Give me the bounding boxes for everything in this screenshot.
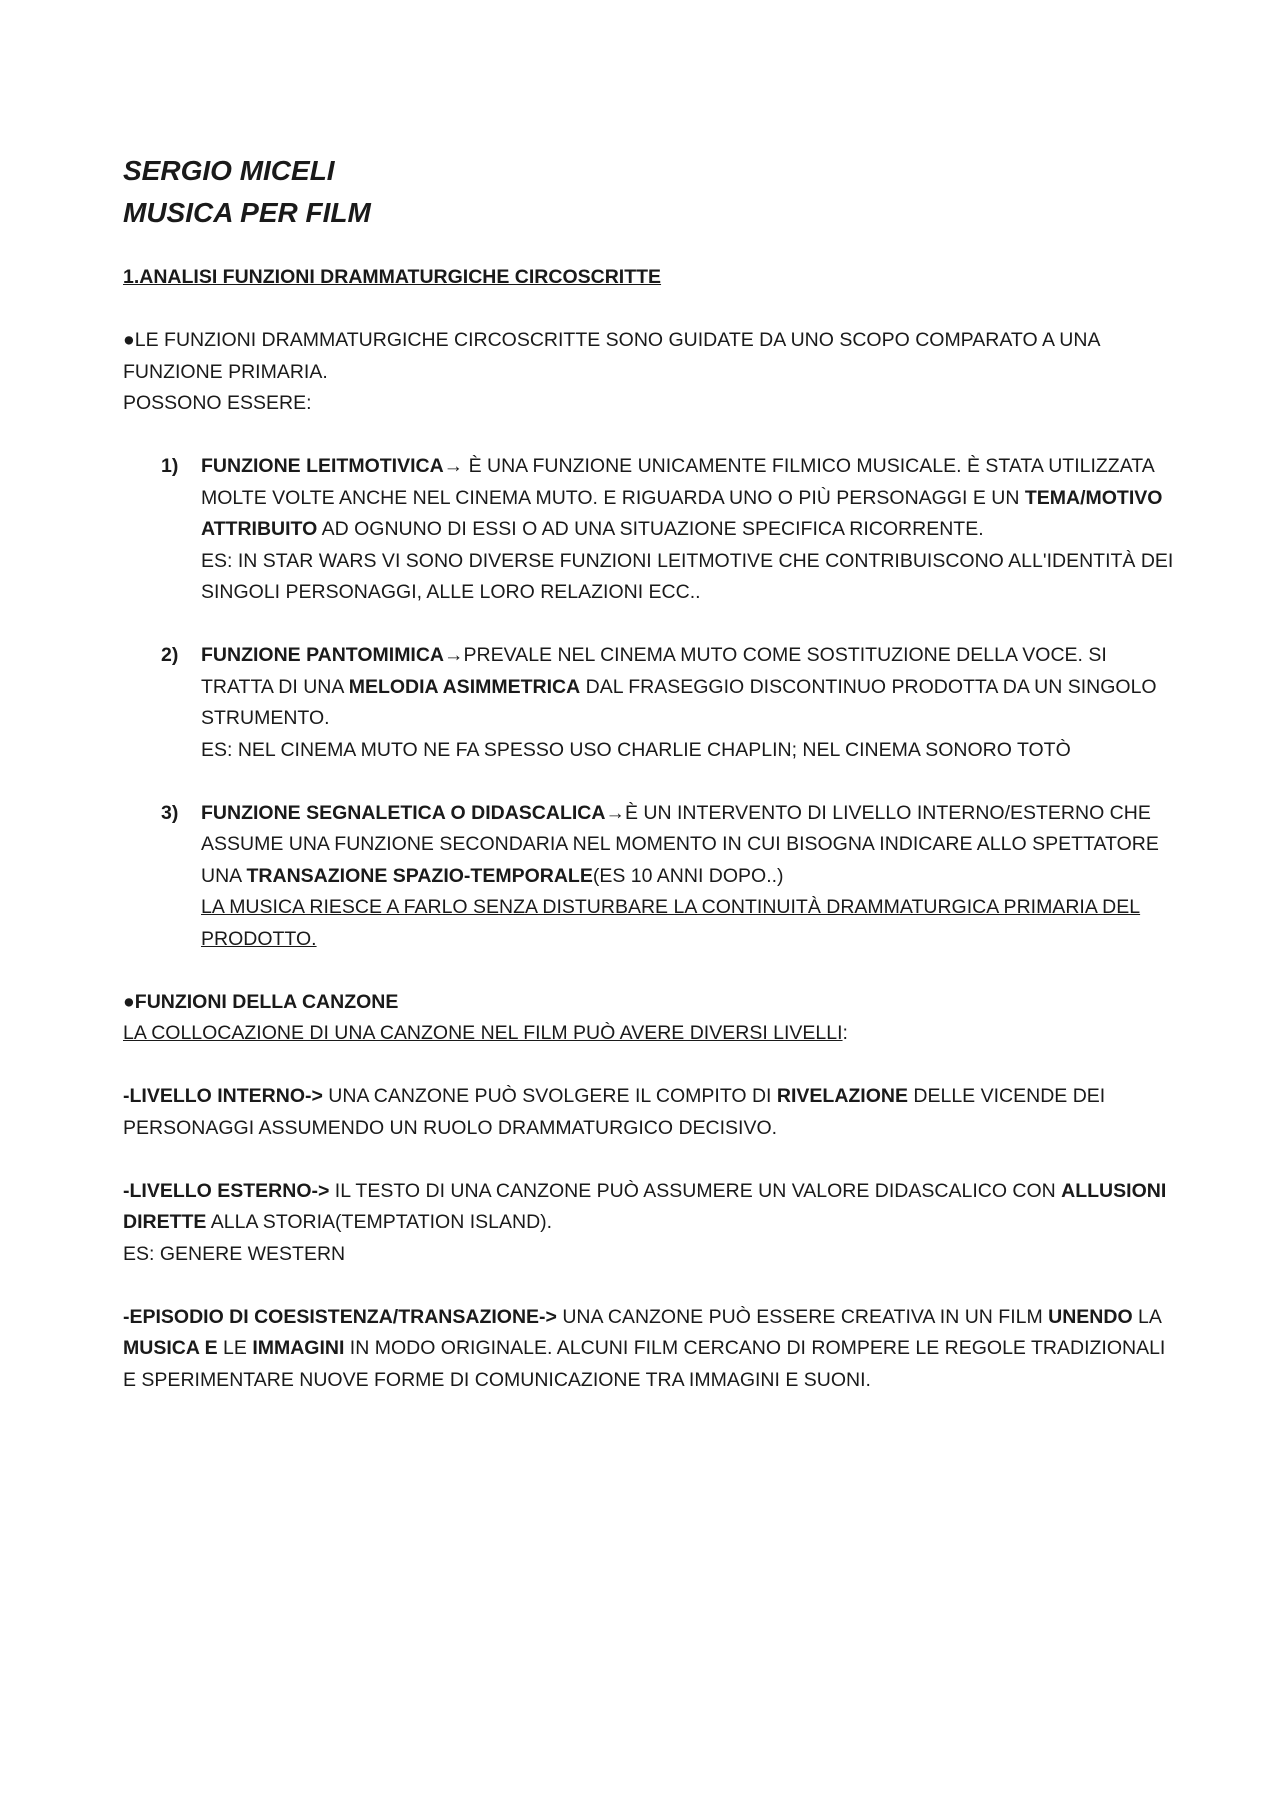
episodio-coesistenza: -EPISODIO DI COESISTENZA/TRANSAZIONE-> UNA CANZONE PUÒ ESSERE CREATIVA IN UN FILM UNENDO LA MUSICA E LE IMMAGINI IN MODO ORIGINALE. ALCUNI FILM CERCANO DI ROMPERE LE REGOLE TRADIZIONALI E SPERIMENTARE NUOVE FORME DI COMUNICAZIONE TRA IMMAGINI E SUONI. bbox=[123, 1305, 1166, 1391]
arrow-right-icon: → bbox=[444, 644, 464, 666]
level-esterno: -LIVELLO ESTERNO-> IL TESTO DI UNA CANZONE PUÒ ASSUMERE UN VALORE DIDASCALICO CON ALLUSIONI DIRETTE ALLA STORIA(TEMPTATION ISLAND). bbox=[123, 1179, 1167, 1233]
functions-list bbox=[123, 451, 1183, 955]
arrow-right-icon: → bbox=[605, 801, 625, 824]
example-text: ES: IN STAR WARS VI SONO DIVERSE FUNZIONI LEITMOTIVE CHE CONTRIBUISCONO ALL'IDENTITÀ DEI SINGOLI PERSONAGGI, ALLE LORO RELAZIONI ECC.. bbox=[201, 549, 1174, 603]
term-pantomimica: FUNZIONE PANTOMIMICA bbox=[201, 644, 445, 666]
list-item: 1) FUNZIONE LEITMOTIVICA→ È UNA FUNZIONE UNICAMENTE FILMICO MUSICALE. È STATA UTILIZZATA MOLTE VOLTE ANCHE NEL CINEMA MUTO. E RIGUARDA UNO O PIÙ PERSONAGGI E UN TEMA/MOTIVO ATTRIBUITO AD OGNUNO DI ESSI O AD UNA SITUAZIONE SPECIFICA RICORRENTE. ES: IN STAR WARS VI SONO DIVERSE FUNZIONI LEITMOTIVE CHE CONTRIBUISCONO ALL'IDENTITÀ DEI SINGOLI PERSONAGGI, ALLE LORO RELAZIONI ECC.. bbox=[123, 451, 1183, 609]
list-number: 1) bbox=[161, 455, 179, 477]
title-author: SERGIO MICELI bbox=[123, 155, 335, 186]
level-interno: -LIVELLO INTERNO-> UNA CANZONE PUÒ SVOLGERE IL COMPITO DI RIVELAZIONE DELLE VICENDE DEI PERSONAGGI ASSUMENDO UN RUOLO DRAMMATURGICO DECISIVO. bbox=[123, 1085, 1106, 1139]
example-text: ES: NEL CINEMA MUTO NE FA SPESSO USO CHARLIE CHAPLIN; NEL CINEMA SONORO TOTÒ bbox=[201, 738, 1071, 761]
arrow-right-icon: → bbox=[443, 455, 464, 477]
list-item: 3) FUNZIONE SEGNALETICA O DIDASCALICA→È UN INTERVENTO DI LIVELLO INTERNO/ESTERNO CHE ASSUME UNA FUNZIONE SECONDARIA NEL MOMENTO IN CUI BISOGNA INDICARE ALLO SPETTATORE UNA TRANSAZIONE SPAZIO-TEMPORALE(ES 10 ANNI DOPO..) LA MUSICA RIESCE A FARLO SENZA DISTURBARE LA CONTINUITÀ DRAMMATURGICA PRIMARIA DEL PRODOTTO. bbox=[123, 798, 1183, 956]
list-number: 2) bbox=[161, 644, 179, 666]
section1-heading: 1.ANALISI FUNZIONI DRAMMATURGICHE CIRCOSCRITTE bbox=[123, 266, 662, 288]
term-leitmotivica: FUNZIONE LEITMOTIVICA bbox=[201, 455, 444, 477]
section1-intro-line2: POSSONO ESSERE: bbox=[123, 392, 312, 414]
section2-heading: ●FUNZIONI DELLA CANZONE bbox=[123, 990, 399, 1013]
section2-subheading: LA COLLOCAZIONE DI UNA CANZONE NEL FILM PUÒ AVERE DIVERSI LIVELLI: bbox=[123, 1022, 848, 1044]
section1-intro: ●LE FUNZIONI DRAMMATURGICHE CIRCOSCRITTE SONO GUIDATE DA UNO SCOPO COMPARATO A UNA FUNZIONE PRIMARIA. bbox=[123, 329, 1100, 383]
example-text: ES: GENERE WESTERN bbox=[123, 1242, 346, 1265]
list-item: 2) FUNZIONE PANTOMIMICA→PREVALE NEL CINEMA MUTO COME SOSTITUZIONE DELLA VOCE. SI TRATTA DI UNA MELODIA ASIMMETRICA DAL FRASEGGIO DISCONTINUO PRODOTTA DA UN SINGOLO STRUMENTO. ES: NEL CINEMA MUTO NE FA SPESSO USO CHARLIE CHAPLIN; NEL CINEMA SONORO TOTÒ bbox=[123, 640, 1183, 766]
bullet-icon: ● bbox=[123, 990, 135, 1013]
document-title bbox=[123, 150, 1183, 234]
underlined-note: LA MUSICA RIESCE A FARLO SENZA DISTURBARE LA CONTINUITÀ DRAMMATURGICA PRIMARIA DEL PRODOTTO. bbox=[201, 896, 1141, 950]
title-subject: MUSICA PER FILM bbox=[123, 197, 371, 228]
term-segnaletica: FUNZIONE SEGNALETICA O DIDASCALICA bbox=[201, 801, 606, 824]
document-page bbox=[123, 150, 1183, 1396]
bullet-icon: ● bbox=[123, 329, 135, 351]
list-number: 3) bbox=[161, 801, 179, 824]
